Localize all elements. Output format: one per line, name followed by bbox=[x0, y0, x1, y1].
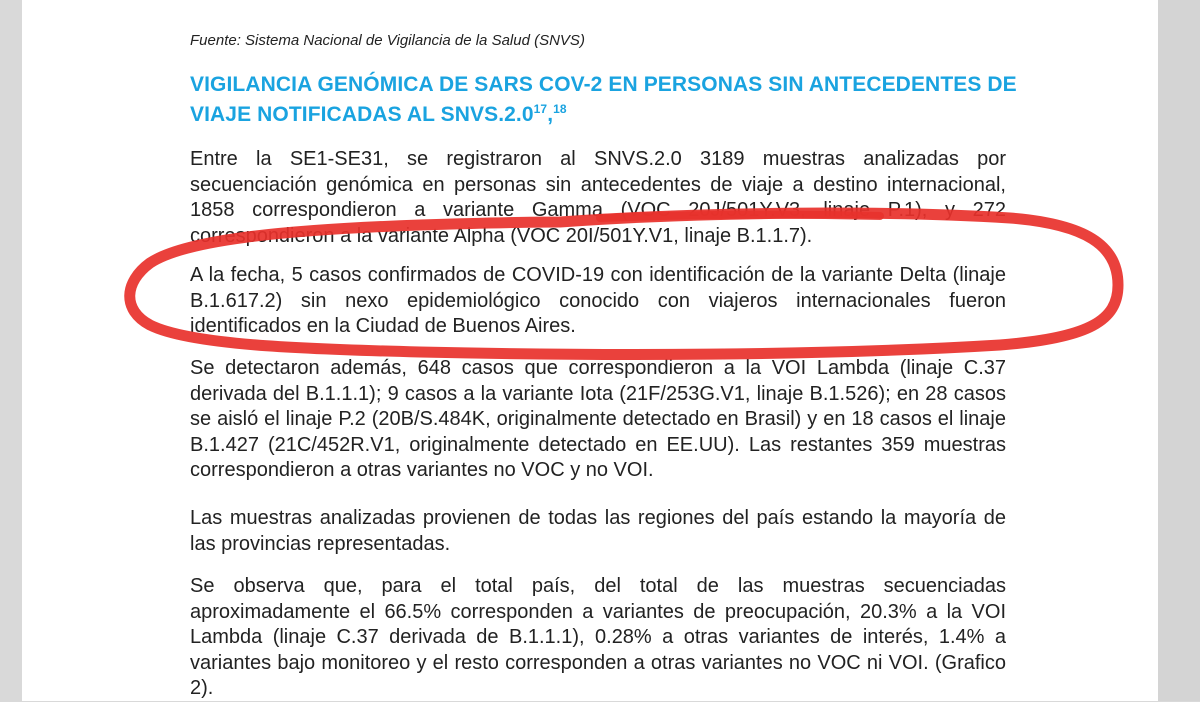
page-edge-shadow bbox=[1158, 0, 1200, 701]
paragraph-1: Entre la SE1-SE31, se registraron al SNVS.2.0 3189 muestras analizadas por secuenciación genómica en personas sin antecedentes de viaje a destino internacional, 1858 correspondieron a variante Gamma (VOC 20J/501Y.V3, linaje P.1), y 272 correspondieron a la variante Alpha (VOC 20I/501Y.V1, linaje B.1.1.7). bbox=[190, 148, 1006, 247]
paragraph-4: Las muestras analizadas provienen de todas las regiones del país estando la mayoría de las provincias representadas. bbox=[190, 507, 1006, 555]
title-text: VIGILANCIA GENÓMICA DE SARS COV-2 EN PERSONAS SIN ANTECEDENTES DE VIAJE NOTIFICADAS AL SNVS.2.0 bbox=[190, 73, 1017, 126]
section-title bbox=[190, 72, 1020, 127]
footnote-ref-18[interactable]: 18 bbox=[553, 102, 567, 116]
paragraph-5: Se observa que, para el total país, del total de las muestras secuenciadas aproximadamente el 66.5% corresponden a variantes de preocupación, 20.3% a la VOI Lambda (linaje C.37 derivada de B.1.1.1), 0.28% a otras variantes de interés, 1.4% a variantes bajo monitoreo y el resto corresponden a otras variantes no VOC ni VOI. (Grafico 2). bbox=[190, 575, 1006, 699]
footnote-ref-17[interactable]: 17 bbox=[533, 102, 548, 116]
source-caption: Fuente: Sistema Nacional de Vigilancia de la Salud (SNVS) bbox=[190, 32, 585, 49]
footnote-separator: , bbox=[547, 103, 554, 126]
paragraph-3: Se detectaron además, 648 casos que correspondieron a la VOI Lambda (linaje C.37 derivada del B.1.1.1); 9 casos a la variante Iota (21F/253G.V1, linaje B.1.526); en 28 casos se aisló el linaje P.2 (20B/S.484K, originalmente detectado en Brasil) y en 18 casos el linaje B.1.427 (21C/452R.V1, originalmente detectado en EE.UU). Las restantes 359 muestras correspondieron a otras variantes no VOC y no VOI. bbox=[190, 357, 1006, 481]
paragraph-2-highlighted: A la fecha, 5 casos confirmados de COVID-19 con identificación de la variante Delta (linaje B.1.617.2) sin nexo epidemiológico conocido con viajeros internacionales fueron identificados en la Ciudad de Buenos Aires. bbox=[190, 264, 1006, 337]
